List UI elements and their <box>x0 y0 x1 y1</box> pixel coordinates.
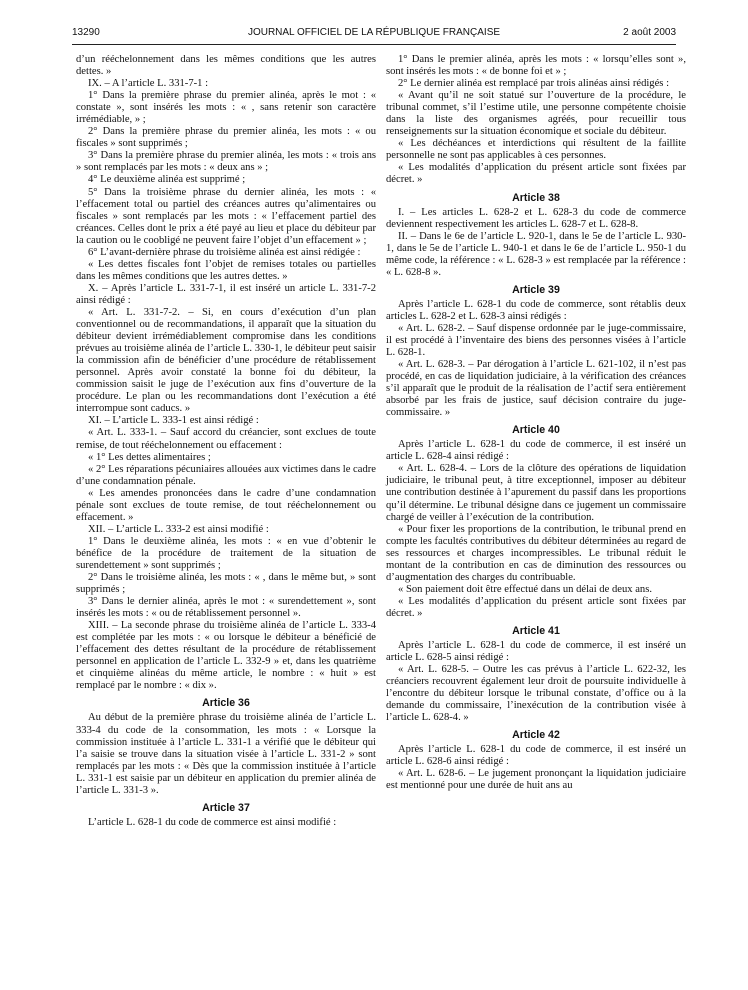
article-heading: Article 37 <box>202 801 250 814</box>
paragraph: 6° L’avant-dernière phrase du troisième alinéa est ainsi rédigée : <box>88 246 361 258</box>
paragraph: 2° Dans la première phrase du premier alinéa, les mots : « ou fiscales » sont supprimés ; <box>76 126 376 150</box>
paragraph: 4° Le deuxième alinéa est supprimé ; <box>88 174 246 186</box>
paragraph: XI. – L’article L. 333-1 est ainsi rédigé : <box>88 415 259 427</box>
paragraph: « Les déchéances et interdictions qui résultent de la faillite personnelle ne sont pas applicables à ces personnes. <box>386 138 686 162</box>
paragraph: « Art. L. 628-5. – Outre les cas prévus à l’article L. 622-32, les créanciers recouvrent également leur droit de poursuite individuelle à l’encontre du débiteur lorsque le tribunal constate, d’office ou à la demande du commissaire, l’inexécution de la contribution visée à l’article L. 628-4. » <box>386 664 686 724</box>
page-header <box>72 27 676 41</box>
paragraph: L’article L. 628-1 du code de commerce est ainsi modifié : <box>88 816 337 828</box>
paragraph: « Les modalités d’application du présent article sont fixées par décret. » <box>386 162 686 186</box>
article-heading: Article 36 <box>202 697 250 710</box>
paragraph: « Son paiement doit être effectué dans un délai de deux ans. <box>398 583 652 595</box>
paragraph: « Les amendes prononcées dans le cadre d’une condamnation pénale sont exclues de toute remise, de tout rééchelonnement ou effacement. » <box>76 487 376 523</box>
paragraph: « Les modalités d’application du présent article sont fixées par décret. » <box>386 595 686 619</box>
paragraph: 3° Dans le dernier alinéa, après le mot : « surendettement », sont insérés les mots : « ou de rétablissement personnel ». <box>76 596 376 620</box>
paragraph: d’un rééchelonnement dans les mêmes conditions que les autres dettes. » <box>76 54 376 78</box>
paragraph: IX. – A l’article L. 331-7-1 : <box>88 78 209 90</box>
paragraph: 1° Dans le premier alinéa, après les mots : « lorsqu’elles sont », sont insérés les mots : « de bonne foi et » ; <box>386 54 686 78</box>
paragraph: 1° Dans la première phrase du premier alinéa, après le mot : « constate », sont insérés les mots : « , sans retenir son caractère irrémédiable, » ; <box>76 90 376 126</box>
paragraph: XII. – L’article L. 333-2 est ainsi modifié : <box>88 523 269 535</box>
page-number: 13290 <box>72 27 100 38</box>
paragraph: Après l’article L. 628-1 du code de commerce, il est inséré un article L. 628-4 ainsi rédigé : <box>386 439 686 463</box>
paragraph: Après l’article L. 628-1 du code de commerce, il est inséré un article L. 628-5 ainsi rédigé : <box>386 639 686 664</box>
paragraph: « Art. L. 628-3. – Par dérogation à l’article L. 621-102, il n’est pas procédé, en cas de liquidation judiciaire, à la vérification des créances s’il apparaît que le produit de la réalisation de l’actif sera entièrement absorbé par les frais de justice, sauf décision contraire du juge-commissaire. » <box>386 359 686 419</box>
paragraph: « Art. L. 628-2. – Sauf dispense ordonnée par le juge-commissaire, il est procédé à l’inventaire des biens des personnes visées à l’article L. 628-1. <box>386 322 686 358</box>
article-heading: Article 40 <box>512 424 560 437</box>
paragraph: « 2° Les réparations pécuniaires allouées aux victimes dans le cadre d’une condamnation pénale. <box>76 463 376 487</box>
paragraph: « Pour fixer les proportions de la contribution, le tribunal prend en compte les facultés contributives du débiteur déterminées au regard de ses ressources et charges incompressibles. Le tribunal réduit le montant de la contribution en cas de diminution des ressources ou d’augmentation des charges du contribuable. <box>386 523 686 583</box>
paragraph: Au début de la première phrase du troisième alinéa de l’article L. 333-4 du code de la consommation, les mots : « Lorsque la commission instituée à l’article L. 331-1 a vérifié que le débiteur qui l’a saisie se trouve dans la situation visée à l’article L. 331-2 » sont remplacés par les mots : « Dès que la commission instituée à l’article L. 331-1 est saisie par un débiteur en application du premier alinéa de l’article L. 331-3 ». <box>76 712 376 796</box>
paragraph: Après l’article L. 628-1 du code de commerce, sont rétablis deux articles L. 628-2 et L. 628-3 ainsi rédigés : <box>386 298 686 322</box>
paragraph: XIII. – La seconde phrase du troisième alinéa de l’article L. 333-4 est complétée par les mots : « ou lorsque le débiteur a bénéficié de l’effacement des dettes résultant de la procédure de rétablissement personnel en application de l’article L. 332-9 » et, dans les quatrième et cinquième alinéas du même article, le nombre : « huit » est remplacé par le nombre : « dix ». <box>76 620 376 692</box>
paragraph: I. – Les articles L. 628-2 et L. 628-3 du code de commerce deviennent respectivement les articles L. 628-7 et L. 628-8. <box>386 206 686 230</box>
paragraph: 5° Dans la troisième phrase du dernier alinéa, les mots : « l’effacement total ou partiel des créances autres qu’alimentaires ou fiscales » sont remplacés par les mots : « l’effacement partiel des créances. Celles dont le prix a été payé au lieu et place du débiteur par la caution ou le coobligé ne peuvent faire l’objet d’un effacement » ; <box>76 186 376 246</box>
header-rule <box>72 44 676 45</box>
paragraph: « Art. L. 331-7-2. – Si, en cours d’exécution d’un plan conventionnel ou de recommandations, il apparaît que la situation du débiteur devient irrémédiablement compromise dans les conditions prévues au troisième alinéa de l’article L. 330-1, le débiteur peut saisir la commission afin de bénéficier d’une procédure de rétablissement personnel. Après avoir constaté la bonne foi du débiteur, la commission saisit le juge de l’exécution aux fins d’ouverture de la procédure. Le plan ou les recommandations dont l’exécution a été interrompue sont caducs. » <box>76 306 376 415</box>
publication-date: 2 août 2003 <box>623 27 676 38</box>
paragraph: « Art. L. 333-1. – Sauf accord du créancier, sont exclues de toute remise, de tout rééchelonnement ou effacement : <box>76 427 376 451</box>
left-column <box>76 54 376 829</box>
article-heading: Article 41 <box>512 624 560 637</box>
article-heading: Article 42 <box>512 729 560 742</box>
paragraph: 3° Dans la première phrase du premier alinéa, les mots : « trois ans » sont remplacés par les mots : « deux ans » ; <box>76 150 376 174</box>
journal-title: JOURNAL OFFICIEL DE LA RÉPUBLIQUE FRANÇAISE <box>247 27 501 38</box>
paragraph: « 1° Les dettes alimentaires ; <box>88 451 211 463</box>
paragraph: X. – Après l’article L. 331-7-1, il est inséré un article L. 331-7-2 ainsi rédigé : <box>76 282 376 306</box>
paragraph: Après l’article L. 628-1 du code de commerce, il est inséré un article L. 628-6 ainsi rédigé : <box>386 744 686 768</box>
paragraph: « Art. L. 628-6. – Le jugement prononçant la liquidation judiciaire est mentionné pour une durée de huit ans au <box>386 768 686 792</box>
article-heading: Article 39 <box>512 283 560 296</box>
paragraph: II. – Dans le 6e de l’article L. 920-1, dans le 5e de l’article L. 930-1, dans le 5e de l’article L. 940-1 et dans le 6e de l’article L. 950-1 du même code, la référence : « L. 628-3 » est remplacée par la référence : « L. 628-8 ». <box>386 230 686 278</box>
article-heading: Article 38 <box>512 191 560 204</box>
paragraph: 2° Dans le troisième alinéa, les mots : « , dans le même but, » sont supprimés ; <box>76 572 376 596</box>
paragraph: « Avant qu’il ne soit statué sur l’ouverture de la procédure, le tribunal commet, s’il l’estime utile, une personne compétente choisie dans la liste des organismes agréés, pour recueillir tous renseignements sur la situation économique et sociale du débiteur. <box>386 90 686 138</box>
paragraph: 1° Dans le deuxième alinéa, les mots : « en vue d’obtenir le bénéfice de la procédure de traitement de la situation de surendettement » sont supprimés ; <box>76 535 376 571</box>
paragraph: « Art. L. 628-4. – Lors de la clôture des opérations de liquidation judiciaire, le tribunal peut, à titre exceptionnel, imposer au débiteur une contribution destinée à l’apurement du passif dans les proportions qu’il détermine. Le tribunal désigne dans ce jugement un commissaire chargé de veiller à l’exécution de la contribution. <box>386 463 686 523</box>
right-column <box>386 54 686 792</box>
paragraph: 2° Le dernier alinéa est remplacé par trois alinéas ainsi rédigés : <box>398 78 670 90</box>
paragraph: « Les dettes fiscales font l’objet de remises totales ou partielles dans les mêmes conditions que les autres dettes. » <box>76 258 376 282</box>
